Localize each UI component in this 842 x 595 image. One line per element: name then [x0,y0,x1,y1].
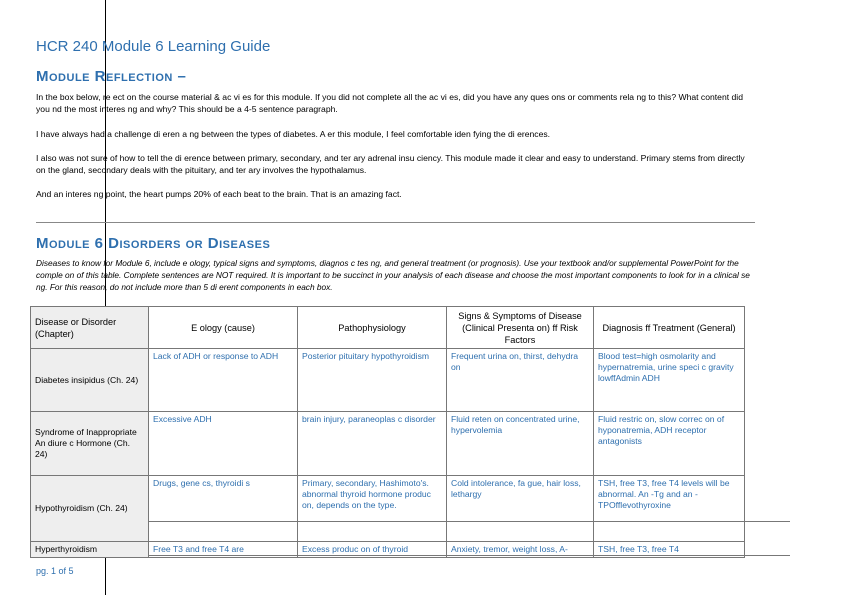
diagnosis-cell[interactable]: TSH, free T3, free T4 [594,542,745,558]
pathophysiology-cell[interactable]: Primary, secondary, Hashimoto's. abnormal thyroid hormone produc on, depends on the type. [298,476,447,542]
header-pathophysiology: Pathophysiology [298,307,447,349]
section-divider [36,222,755,223]
disease-cell: Hypothyroidism (Ch. 24) [31,476,149,542]
signs-cell[interactable]: Cold intolerance, fa gue, hair loss, lethargy [447,476,594,542]
header-diagnosis-treatment: Diagnosis ff Treatment (General) [594,307,745,349]
disease-cell: Hyperthyroidism [31,542,149,558]
etiology-cell[interactable]: Free T3 and free T4 are [149,542,298,558]
reflection-paragraph-3[interactable]: And an interes ng point, the heart pumps 20% of each beat to the brain. That is an amazing fact. [36,189,402,199]
reflection-prompt: In the box below, re ect on the course material & ac vi es for this module. If you did not complete all the ac vi es, did you have any ques ons or comments rela ng to this? What content did you nd the most interes ng and why? This should be a 4-5 sentence paragraph. [36,92,743,114]
diagnosis-cell[interactable]: Blood test=high osmolarity and hypernatremia, urine speci c gravity lowffAdmin ADH [594,349,745,412]
reflection-heading: Module Reflection – [36,68,187,85]
table-header-row [31,307,745,349]
table-row [31,349,745,412]
table-row [31,412,745,476]
signs-cell[interactable]: Fluid reten on concentrated urine, hypervolemia [447,412,594,476]
page-title: HCR 240 Module 6 Learning Guide [36,38,271,55]
etiology-cell[interactable]: Excessive ADH [149,412,298,476]
disease-cell: Syndrome of Inappropriate An diure c Hormone (Ch. 24) [31,412,149,476]
etiology-cell[interactable]: Drugs, gene cs, thyroidi s [149,476,298,542]
header-etiology: E ology (cause) [149,307,298,349]
disorders-instructions: Diseases to know for Module 6, include e ology, typical signs and symptoms, diagnos c tes ng, and general treatment (or prognosis). Use your textbook and/or supplemental PowerPoint for the comple on of this table. Complete sentences are NOT required. It is important to be succinct in your analysis of each disease and choose the most important components to look for in a clinical se ng. For this reason, do not include more than 5 di erent components in each box. [36,258,750,292]
pathophysiology-cell[interactable]: brain injury, paraneoplas c disorder [298,412,447,476]
table-overflow-line [148,521,790,522]
header-disease: Disease or Disorder (Chapter) [31,307,149,349]
diagnosis-cell[interactable]: Fluid restric on, slow correc on of hyponatremia, ADH receptor antagonists [594,412,745,476]
header-signs-symptoms: Signs & Symptoms of Disease (Clinical Presenta on) ff Risk Factors [447,307,594,349]
pathophysiology-cell[interactable]: Posterior pituitary hypothyroidism [298,349,447,412]
disease-cell: Diabetes insipidus (Ch. 24) [31,349,149,412]
page-number: pg. 1 of 5 [36,566,74,576]
signs-cell[interactable]: Frequent urina on, thirst, dehydra on [447,349,594,412]
signs-cell[interactable]: Anxiety, tremor, weight loss, A- [447,542,594,558]
reflection-paragraph-1[interactable]: I have always had a challenge di eren a ng between the types of diabetes. A er this module, I feel comfortable iden fying the di erences. [36,129,551,139]
table-overflow-line [148,555,790,556]
etiology-cell[interactable]: Lack of ADH or response to ADH [149,349,298,412]
reflection-paragraph-2[interactable]: I also was not sure of how to tell the di erence between primary, secondary, and ter ary adrenal insu ciency. This module made it clear and easy to understand. Primary stems from directly on the gland, secondary deals with the pituitary, and ter ary involves the hypothalamus. [36,153,745,175]
pathophysiology-cell[interactable]: Excess produc on of thyroid [298,542,447,558]
table-row [31,476,745,542]
disorders-heading: Module 6 Disorders or Diseases [36,235,271,252]
diagnosis-cell[interactable]: TSH, free T3, free T4 levels will be abnormal. An -Tg and an -TPOfflevothyroxine [594,476,745,542]
